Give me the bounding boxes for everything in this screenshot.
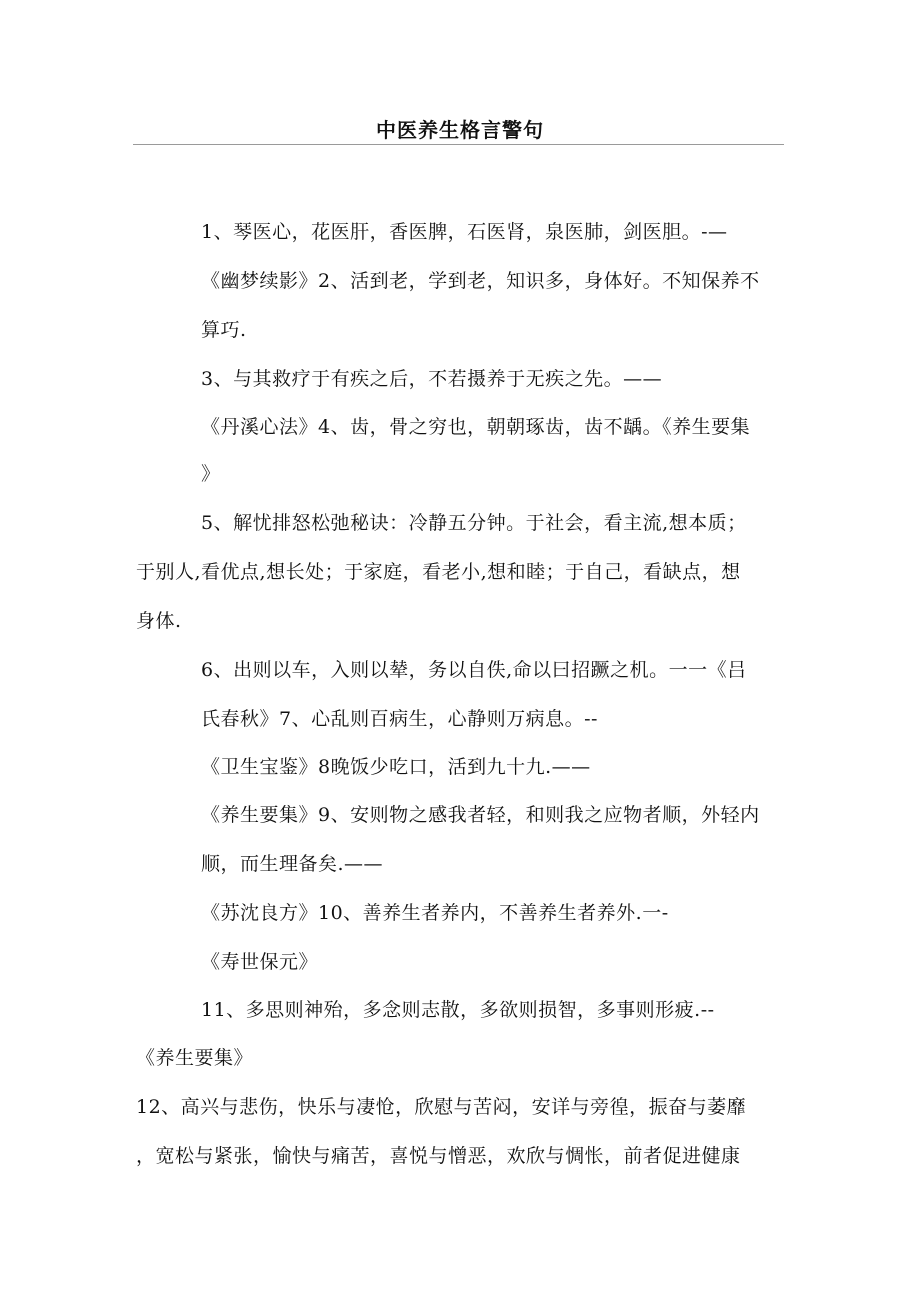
page-title: 中医养生格言警句 — [376, 118, 544, 142]
text-line: 3、与其救疗于有疾之后，不若摄养于无疾之先。—— — [201, 368, 663, 390]
text-line: 身体. — [136, 610, 182, 632]
text-line: 》 — [201, 463, 221, 485]
text-line: 氏春秋》7、心乱则百病生，心静则万病息。-- — [201, 708, 598, 730]
text-line: 于别人,看优点,想长处；于家庭，看老小,想和睦；于自己，看缺点，想 — [136, 561, 741, 583]
text-line: 《幽梦续影》2、活到老，学到老，知识多，身体好。不知保养不 — [201, 270, 760, 292]
text-line: 1、琴医心，花医肝，香医脾，石医肾，泉医肺，剑医胆。-— — [201, 221, 728, 243]
text-line: 11、多思则神殆，多念则志散，多欲则损智，多事则形疲.-- — [201, 999, 715, 1021]
text-line: 《苏沈良方》10、善养生者养内，不善养生者养外.一- — [201, 902, 669, 924]
text-line: 《寿世保元》 — [201, 951, 319, 973]
text-line: 《养生要集》 — [136, 1047, 254, 1069]
text-line: 《丹溪心法》4、齿，骨之穷也，朝朝琢齿，齿不龋。《养生要集 — [201, 416, 751, 438]
title-divider — [133, 144, 784, 145]
text-line: 《养生要集》9、安则物之感我者轻，和则我之应物者顺，外轻内 — [201, 804, 760, 826]
text-line: 顺，而生理备矣.—— — [201, 853, 384, 875]
text-line: 12、高兴与悲伤，快乐与凄怆，欣慰与苦闷，安详与旁徨，振奋与萎靡 — [136, 1096, 747, 1118]
text-line: 算巧. — [201, 319, 247, 341]
text-line: 《卫生宝鉴》8晚饭少吃口，活到九十九.—— — [201, 756, 591, 778]
text-line: 5、解忧排怒松弛秘诀：冷静五分钟。于社会，看主流,想本质； — [201, 512, 747, 534]
text-line: 6、出则以车，入则以辇，务以自佚,命以曰招蹶之机。一一《吕 — [201, 659, 747, 681]
text-line: ，宽松与紧张，愉快与痛苦，喜悦与憎恶，欢欣与惆怅，前者促进健康 — [136, 1145, 741, 1167]
